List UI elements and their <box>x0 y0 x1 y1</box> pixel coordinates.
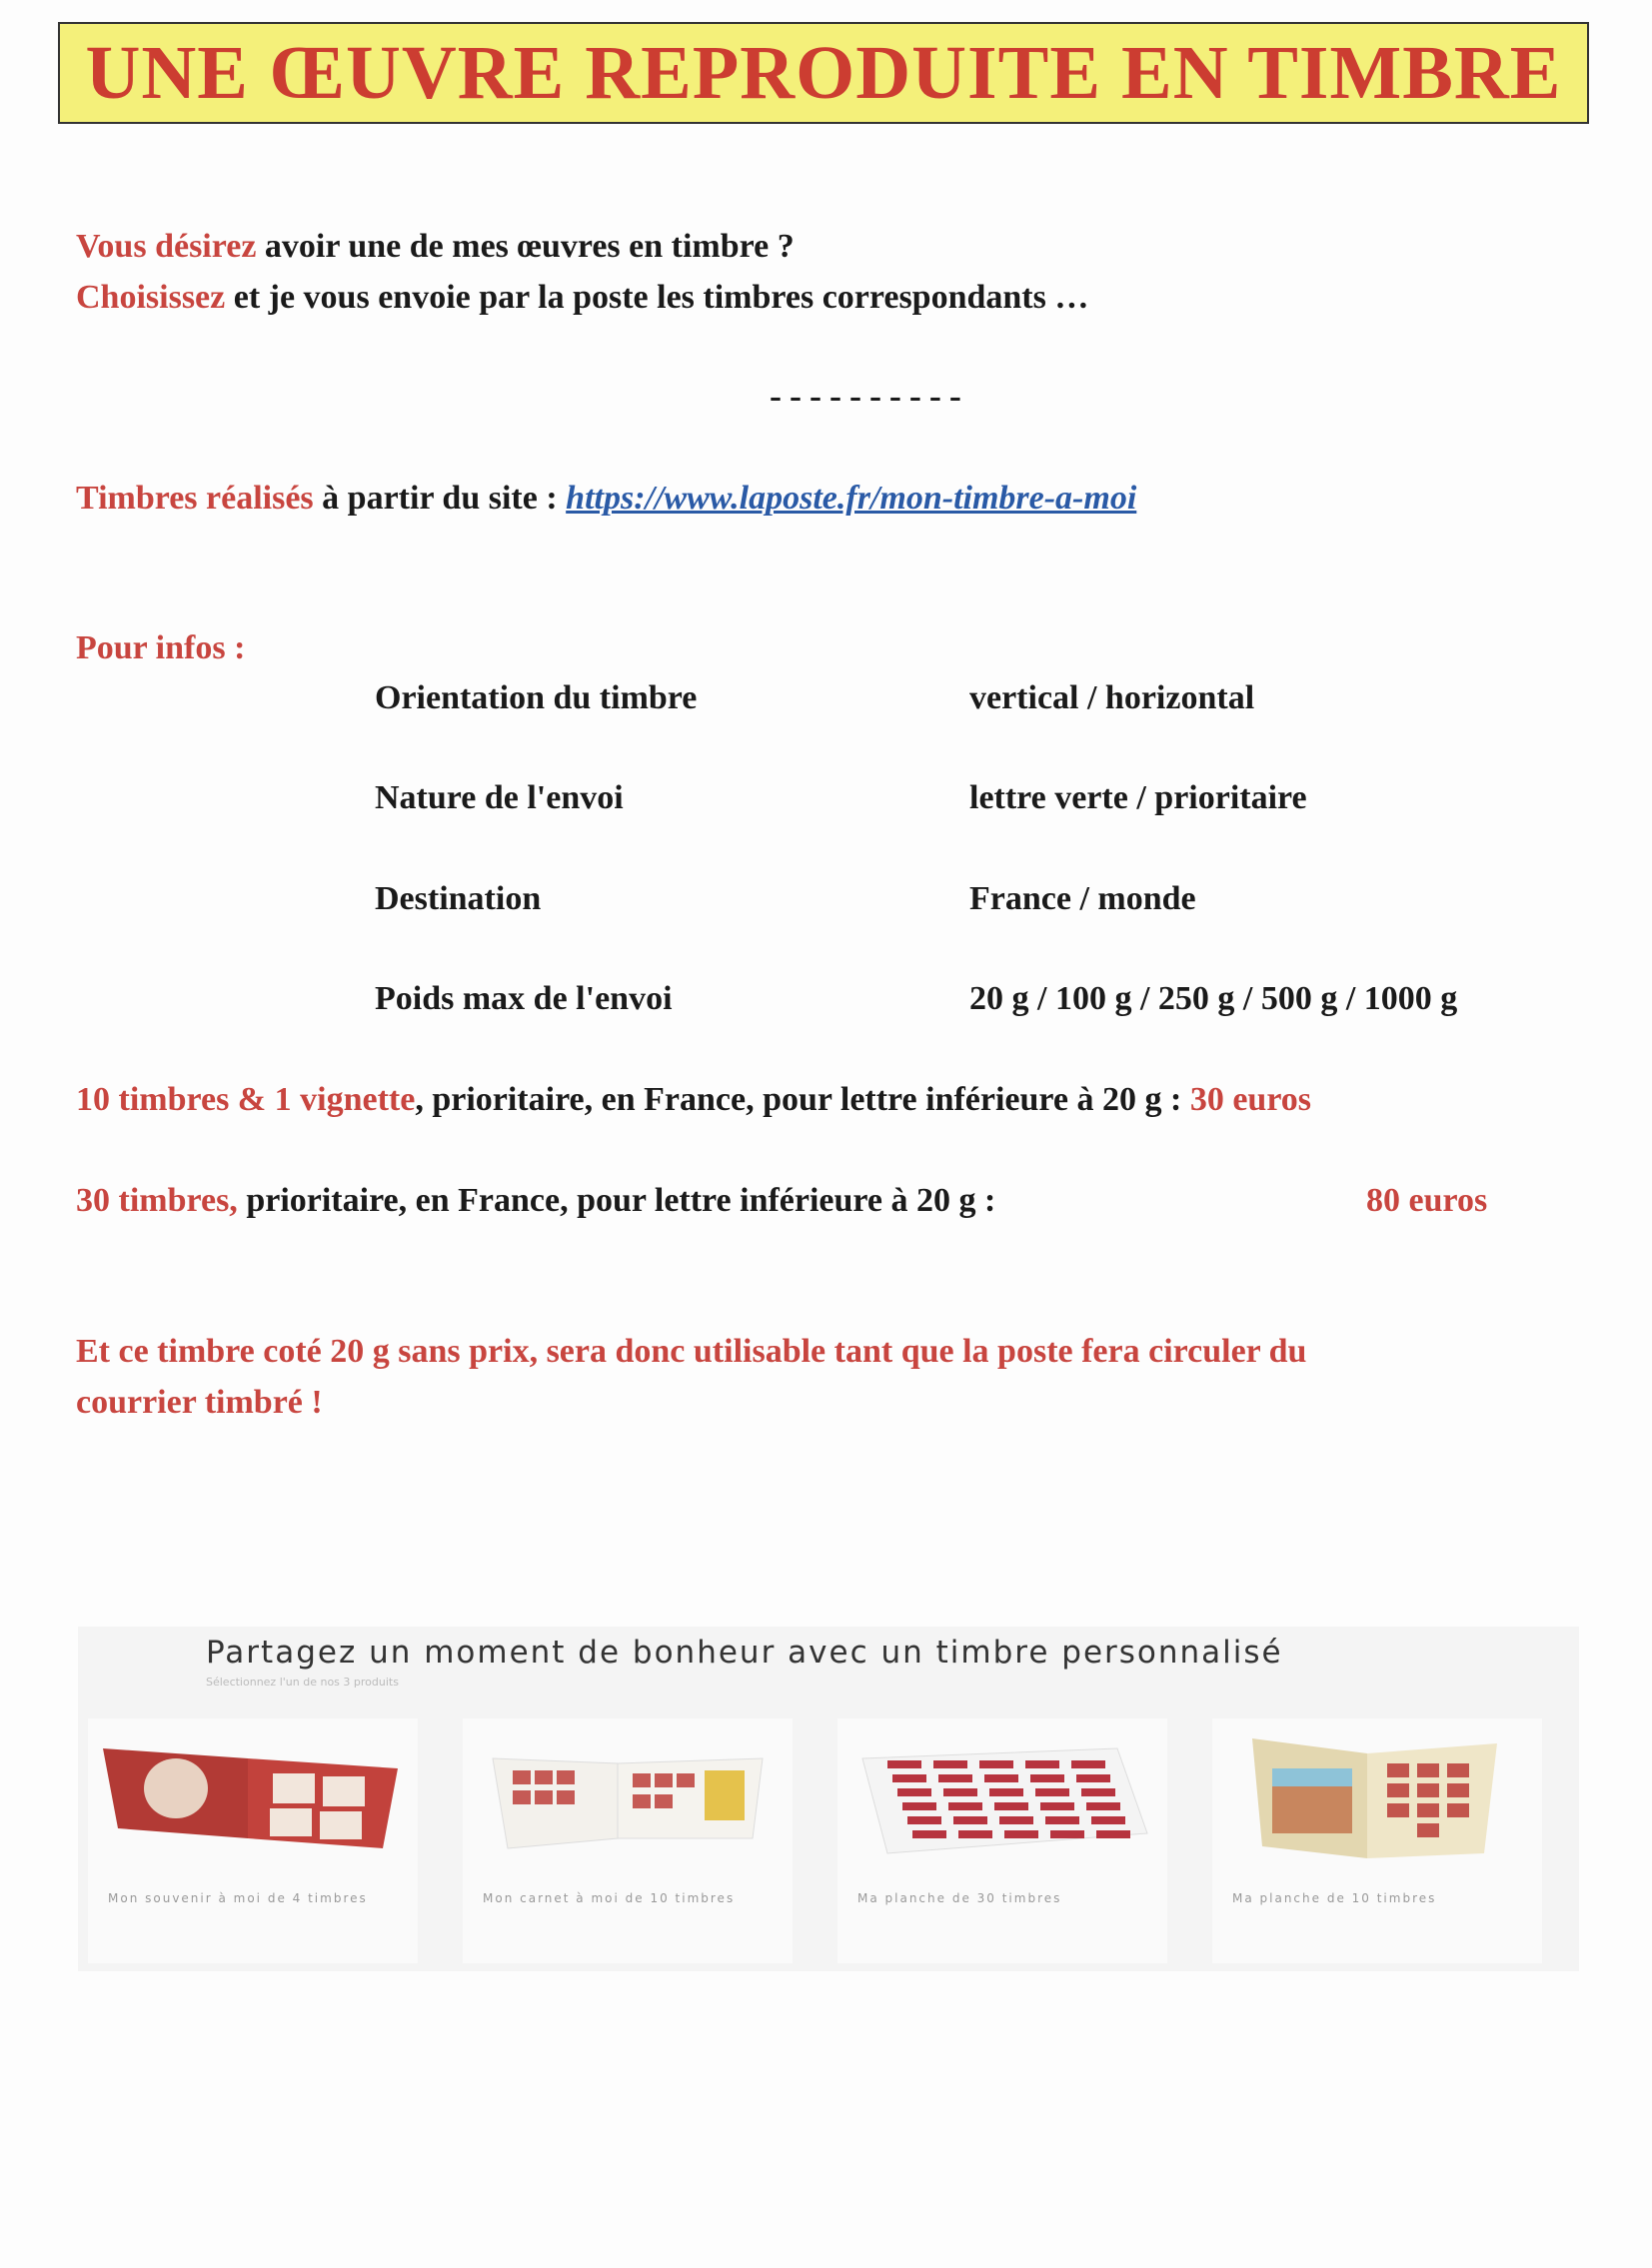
site-highlight: Timbres réalisés <box>76 480 314 517</box>
info-value-destination: France / monde <box>969 880 1196 917</box>
mini-stamp <box>938 1774 972 1782</box>
mini-stamp <box>907 1816 941 1824</box>
laposte-banner <box>78 1627 1579 1971</box>
site-line <box>76 480 1136 518</box>
site-text: à partir du site : <box>313 480 567 517</box>
info-label-destination: Destination <box>375 880 542 917</box>
product-caption-3: Ma planche de 30 timbres <box>857 1891 1062 1905</box>
title-banner <box>58 22 1589 124</box>
mini-stamp <box>1071 1760 1105 1768</box>
mini-stamp <box>1081 1788 1115 1796</box>
banner-title: Partagez un moment de bonheur avec un timbre personnalisé <box>206 1635 1283 1671</box>
banner-subtitle: Sélectionnez l'un de nos 3 produits <box>206 1676 399 1689</box>
intro-line-2-highlight: Choisissez <box>76 279 226 316</box>
carnet-10-image <box>473 1728 783 1878</box>
mini-stamp <box>933 1760 967 1768</box>
product-card-souvenir-4[interactable] <box>88 1718 418 1963</box>
price-1-amount: 30 euros <box>1189 1081 1312 1118</box>
info-value-orientation: vertical / horizontal <box>969 679 1255 716</box>
mini-stamp <box>1035 1788 1069 1796</box>
product-card-carnet-10[interactable] <box>463 1718 793 1963</box>
intro-line-2-text: et je vous envoie par la poste les timbres correspondants … <box>225 279 1089 316</box>
mini-stamp <box>943 1788 977 1796</box>
mini-stamp <box>1025 1760 1059 1768</box>
mini-stamp <box>958 1830 992 1838</box>
mini-stamp <box>953 1816 987 1824</box>
mini-stamp <box>902 1802 936 1810</box>
product-card-planche-10[interactable] <box>1212 1718 1542 1963</box>
price-line-2 <box>76 1182 995 1220</box>
booklet-4-image <box>98 1728 408 1878</box>
infos-heading: Pour infos : <box>76 629 246 666</box>
mini-stamp <box>984 1774 1018 1782</box>
mini-stamp <box>1050 1830 1084 1838</box>
note-line-2: courrier timbré ! <box>76 1384 323 1421</box>
mini-stamp <box>989 1788 1023 1796</box>
mini-stamp <box>948 1802 982 1810</box>
intro-line-1-highlight: Vous désirez <box>76 228 257 265</box>
price-2-text: prioritaire, en France, pour lettre inférieure à 20 g : <box>237 1182 996 1219</box>
mini-stamp <box>892 1774 926 1782</box>
separator: ---------- <box>770 376 969 416</box>
mini-stamp <box>1004 1830 1038 1838</box>
price-1-text: , prioritaire, en France, pour lettre inférieure à 20 g : <box>415 1081 1190 1118</box>
price-2-amount: 80 euros <box>1366 1182 1488 1219</box>
mini-stamp <box>887 1760 921 1768</box>
note-line-1: Et ce timbre coté 20 g sans prix, sera donc utilisable tant que la poste fera circuler du <box>76 1333 1307 1370</box>
mini-stamp <box>1045 1816 1079 1824</box>
mini-stamp <box>912 1830 946 1838</box>
info-value-weight: 20 g / 100 g / 250 g / 500 g / 1000 g <box>969 980 1458 1017</box>
price-1-highlight: 10 timbres & 1 vignette <box>76 1081 416 1118</box>
page-title: UNE ŒUVRE REPRODUITE EN TIMBRE <box>85 30 1562 115</box>
mini-stamp <box>897 1788 931 1796</box>
product-caption-1: Mon souvenir à moi de 4 timbres <box>108 1891 368 1905</box>
intro-line-1-text: avoir une de mes œuvres en timbre ? <box>256 228 795 265</box>
info-label-nature: Nature de l'envoi <box>375 779 624 816</box>
intro-line-1 <box>76 228 795 266</box>
intro-line-2 <box>76 279 1088 317</box>
price-2-highlight: 30 timbres, <box>76 1182 238 1219</box>
mini-stamp <box>999 1816 1033 1824</box>
mini-stamp <box>1040 1802 1074 1810</box>
mini-stamp <box>1096 1830 1130 1838</box>
mini-stamp <box>1030 1774 1064 1782</box>
info-label-orientation: Orientation du timbre <box>375 679 698 716</box>
planche-30-image <box>847 1728 1157 1878</box>
mini-stamp <box>1091 1816 1125 1824</box>
mini-stamp <box>979 1760 1013 1768</box>
price-line-1 <box>76 1081 1311 1119</box>
site-link[interactable]: https://www.laposte.fr/mon-timbre-a-moi <box>566 480 1137 517</box>
mini-stamp <box>1086 1802 1120 1810</box>
product-card-planche-30[interactable] <box>837 1718 1167 1963</box>
mini-stamp <box>994 1802 1028 1810</box>
mini-stamp <box>1076 1774 1110 1782</box>
info-value-nature: lettre verte / prioritaire <box>969 779 1307 816</box>
info-label-weight: Poids max de l'envoi <box>375 980 673 1017</box>
product-caption-2: Mon carnet à moi de 10 timbres <box>483 1891 736 1905</box>
planche-10-image <box>1222 1728 1532 1878</box>
product-caption-4: Ma planche de 10 timbres <box>1232 1891 1437 1905</box>
